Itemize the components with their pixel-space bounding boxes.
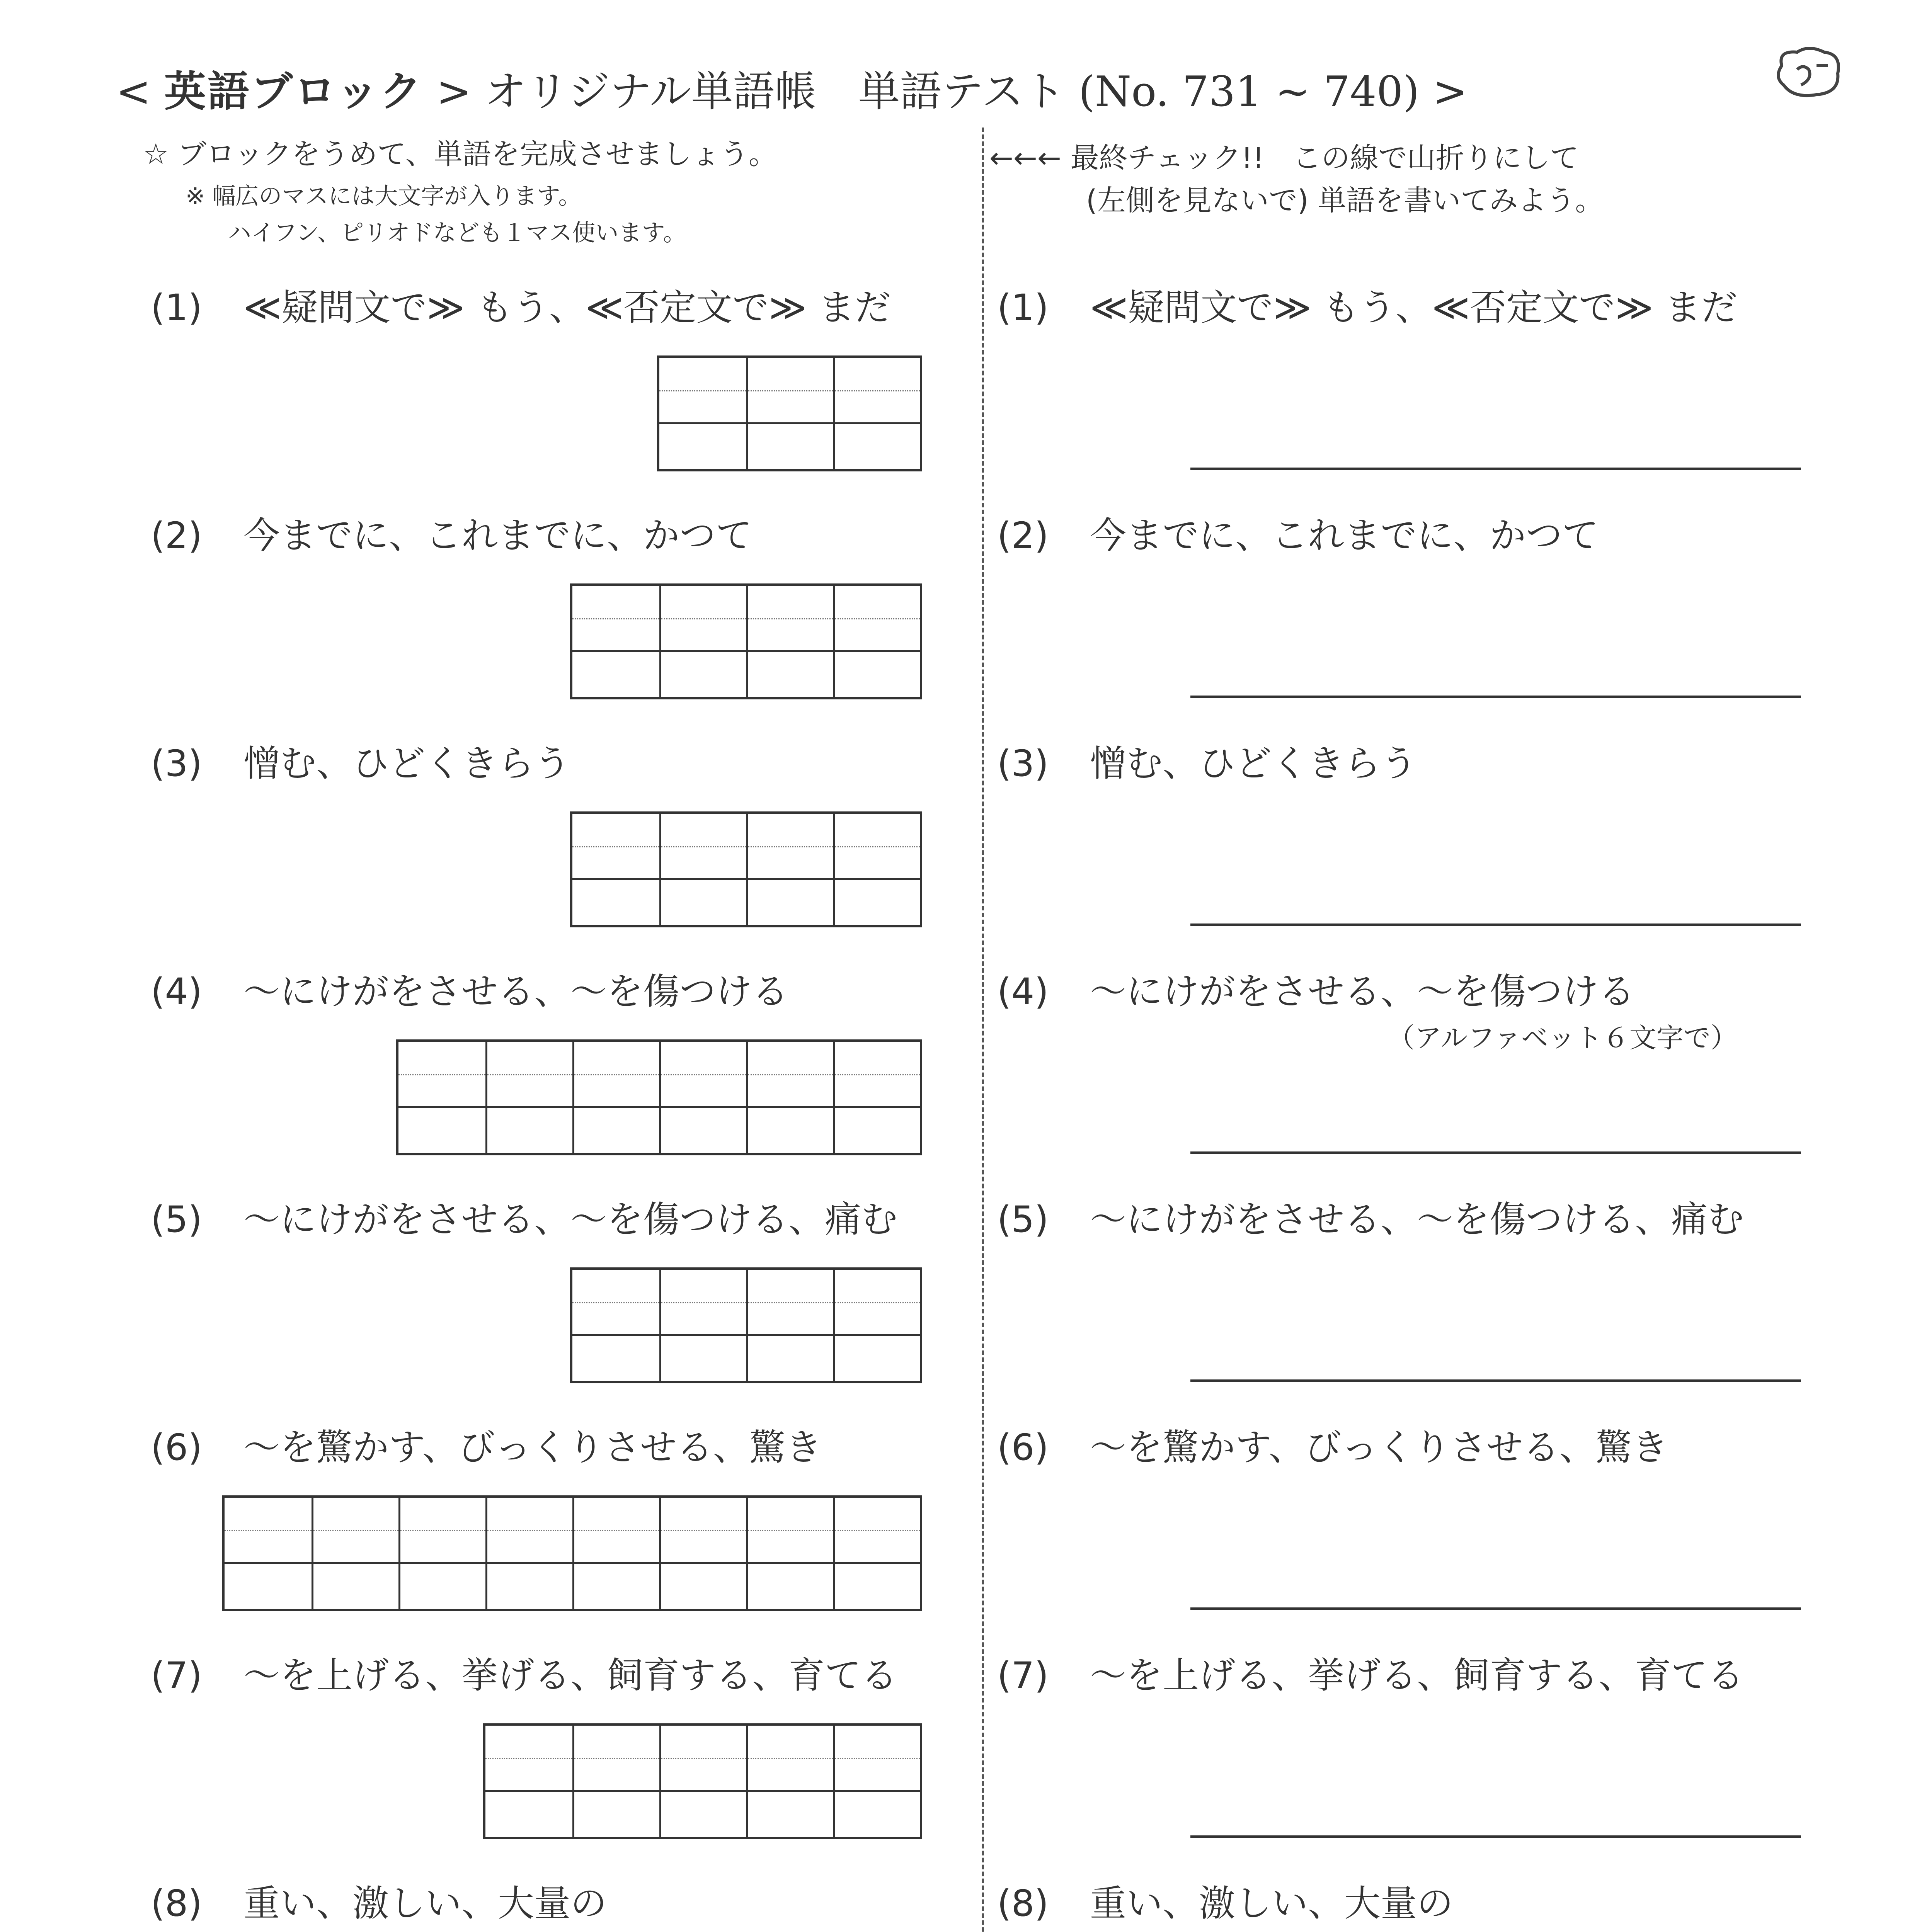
page-title [116, 58, 1468, 118]
answer-line-2[interactable] [1190, 696, 1801, 698]
answer-line-4[interactable] [1190, 1151, 1801, 1154]
brand-logo-text: 英語ブロック [164, 68, 423, 116]
question-right-7 [997, 1646, 1744, 1698]
question-text: 重い、激しい、大量の [1090, 1883, 1454, 1925]
question-right-4 [997, 962, 1635, 1014]
title-bracket-close: > [436, 68, 472, 116]
question-text: ～を驚かす、びっくりさせる、驚き [243, 1427, 822, 1469]
title-range: (No. 731 ~ 740) [1078, 68, 1420, 116]
question-text: ～にけがをさせる、～を傷つける [1090, 971, 1635, 1013]
question-right-5 [997, 1190, 1744, 1242]
question-left-7 [151, 1646, 897, 1698]
question-left-3 [151, 734, 570, 786]
question-number: (8) [997, 1883, 1049, 1925]
title-end-bracket: > [1432, 68, 1468, 116]
question-number: (2) [997, 515, 1049, 557]
question-number: (7) [997, 1655, 1049, 1697]
question-left-5 [151, 1190, 897, 1242]
question-text: ≪疑問文で≫ もう、≪否定文で≫ まだ [243, 287, 891, 329]
question-text: ～を驚かす、びっくりさせる、驚き [1090, 1427, 1668, 1469]
letter-grid-5[interactable] [570, 1267, 922, 1383]
question-number: (8) [151, 1883, 203, 1925]
question-text: ～にけがをさせる、～を傷つける、痛む [243, 1199, 898, 1241]
question-number: (2) [151, 515, 203, 557]
instruction-main: ☆ ブロックをうめて、単語を完成させましょう。 [143, 138, 777, 171]
question-text: ～にけがをさせる、～を傷つける、痛む [1090, 1199, 1744, 1241]
letter-grid-7[interactable] [483, 1723, 922, 1839]
question-number: (5) [997, 1199, 1049, 1241]
instruction-note-2: ハイフン、ピリオドなども１マス使います。 [228, 219, 686, 247]
fold-line [982, 128, 984, 1932]
question-number: (4) [151, 971, 203, 1013]
question-right-8 [997, 1874, 1453, 1926]
question-number: (1) [997, 287, 1049, 329]
question-text: ～を上げる、挙げる、飼育する、育てる [243, 1655, 898, 1697]
question-text: ～にけがをさせる、～を傷つける [243, 971, 789, 1013]
question-left-1 [151, 278, 891, 330]
question-left-8 [151, 1874, 607, 1926]
letter-grid-2[interactable] [570, 583, 922, 699]
question-number: (3) [151, 743, 203, 785]
question-left-4 [151, 962, 788, 1014]
question-right-2 [997, 506, 1599, 558]
question-number: (4) [997, 971, 1049, 1013]
letter-grid-1[interactable] [657, 355, 922, 471]
question-text: 憎む、ひどくきらう [1090, 743, 1417, 785]
title-bracket-open: < [116, 68, 151, 116]
letter-grid-3[interactable] [570, 811, 922, 927]
question-left-2 [151, 506, 752, 558]
question-number: (5) [151, 1199, 203, 1241]
question-text: ≪疑問文で≫ もう、≪否定文で≫ まだ [1090, 287, 1738, 329]
question-number: (6) [151, 1427, 203, 1469]
question-number: (7) [151, 1655, 203, 1697]
letter-grid-4[interactable] [396, 1039, 922, 1155]
answer-line-5[interactable] [1190, 1379, 1801, 1382]
question-left-6 [151, 1418, 822, 1470]
question-hint: （アルファベット６文字で） [1388, 1022, 1738, 1054]
answer-line-6[interactable] [1190, 1607, 1801, 1610]
question-number: (6) [997, 1427, 1049, 1469]
question-right-1 [997, 278, 1737, 330]
letter-grid-6[interactable] [222, 1495, 922, 1611]
title-text: オリジナル単語帳 単語テスト [484, 68, 1066, 116]
question-text: 今までに、これまでに、かつて [243, 515, 752, 557]
instruction-note-1: ※ 幅広のマスには大文字が入ります。 [186, 183, 582, 210]
answer-line-3[interactable] [1190, 923, 1801, 926]
question-number: (3) [997, 743, 1049, 785]
fold-instruction: ←←← 最終チェック!! この線で山折りにして [989, 141, 1579, 175]
question-text: 憎む、ひどくきらう [243, 743, 571, 785]
answer-line-1[interactable] [1190, 468, 1801, 470]
question-text: ～を上げる、挙げる、飼育する、育てる [1090, 1655, 1744, 1697]
question-text: 重い、激しい、大量の [243, 1883, 607, 1925]
fold-instruction-sub: (左側を見ないで) 単語を書いてみよう。 [1086, 184, 1604, 217]
answer-line-7[interactable] [1190, 1835, 1801, 1838]
face-doodle-icon [1770, 43, 1847, 104]
question-right-6 [997, 1418, 1668, 1470]
question-number: (1) [151, 287, 203, 329]
question-text: 今までに、これまでに、かつて [1090, 515, 1599, 557]
question-right-3 [997, 734, 1417, 786]
